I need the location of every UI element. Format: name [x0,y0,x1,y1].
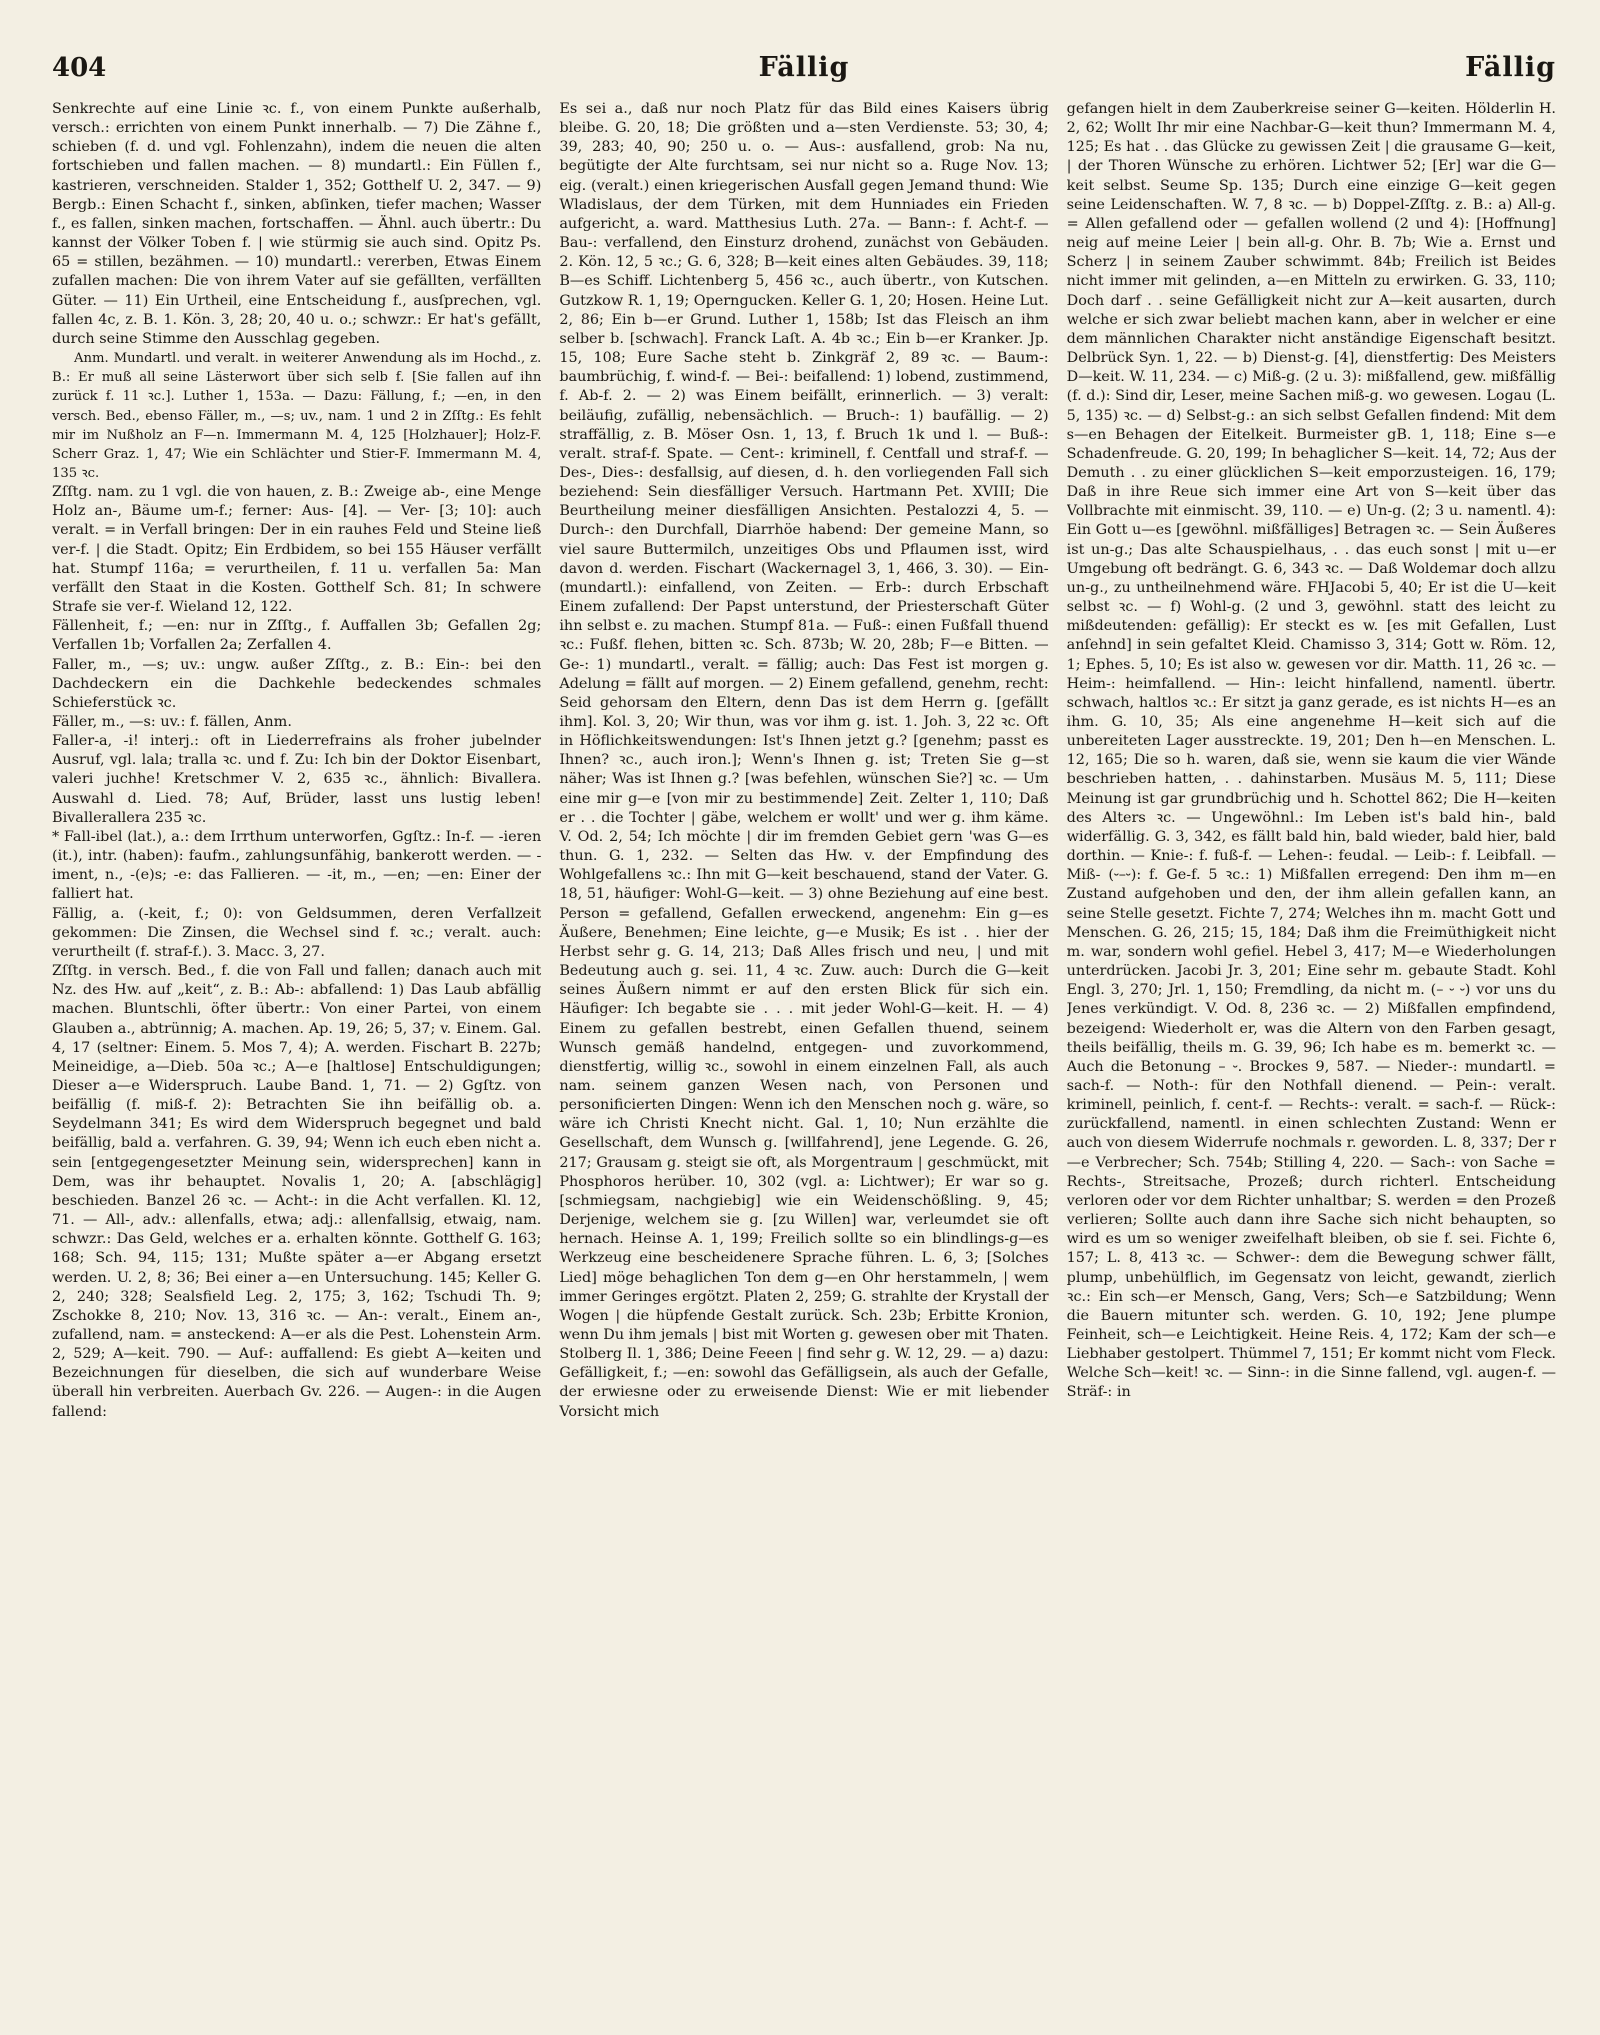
paragraph-note: Anm. Mundartl. und veralt. in weiterer Anwendung als im Hochd., z. B.: Er muß all seine Lästerwort über sich selb f. [Sie fallen auf ihn zurück f. 11 ꝛc.]. Luther 1, 153a. — Dazu: Fällung, f.; —en, in den versch. Bed., ebenso Fäller, m., —s; uv., nam. 1 und 2 in Zſſtg.: Es fehlt mir im Nußholz an F—n. Immermann M. 4, 125 [Holzhauer]; Holz-F. Scherr Graz. 1, 47; Wie ein Schlächter und Stier-F. Immermann M. 4, 135 ꝛc. [52,351,542,481]
running-header [52,52,1556,86]
column-middle [559,100,1048,2017]
right-headword: Fällig [1465,52,1556,83]
page-number: 404 [52,53,107,83]
paragraph: Faller-a, -i! interj.: oft in Liederrefrains als froher jubelnder Ausruf, vgl. lala; tralla ꝛc. und f. Zu: Ich bin der Doktor Eisenbart, valeri juchhe! Kretschmer V. 2, 635 ꝛc., ähnlich: Bivallera. Auswahl d. Lied. 78; Auf, Brüder, lasst uns lustig leben! Bivallerallera 235 ꝛc. [52,733,542,826]
paragraph: Faller, m., —s; uv.: ungw. außer Zſſtg., z. B.: Ein-: bei den Dachdeckern ein die Dachkehle bedeckendes schmales Schieferstück ꝛc. [52,656,542,711]
paragraph: Fäller, m., —s: uv.: f. fällen, Anm. [52,714,292,730]
paragraph: Zſſtg. nam. zu 1 vgl. die von hauen, z. B.: Zweige ab-, eine Menge Holz an-, Bäume um-f.; ferner: Aus- [4]. — Ver- [3; 10]: auch veralt. = in Verfall bringen: Der in ein rauhes Feld und Steine ließ ver-f. | die Stadt. Opitz; Ein Erdbidem, so bei 155 Häuser verfällt hat. Stumpf 116a; = verurtheilen, f. 11 u. verfallen 5a: Man verfällt den Staat in die Kosten. Gotthelf Sch. 81; In schwere Strafe sie ver-f. Wieland 12, 122. [52,484,542,616]
paragraph: Fällenheit, f.; —en: nur in Zſſtg., f. Auffallen 3b; Gefallen 2g; Verfallen 1b; Vorfallen 2a; Zerfallen 4. [52,618,542,654]
paragraph: * Fall-ibel (lat.), a.: dem Irrthum unterworfen, Ggſtz.: In-f. — -ieren (it.), intr. (haben): faufm., zahlungsunfähig, bankerott werden. — -iment, n., -(e)s; -e: das Fallieren. — -it, m., —en; —en: Einer der falliert hat. [52,828,542,903]
paragraph: Fällig, a. (-keit, f.; 0): von Geldsummen, deren Verfallzeit gekommen: Die Zinsen, die Wechsel sind f. ꝛc.; veralt. auch: verurtheilt (f. straf-f.). 3. Macc. 3, 27. [52,905,542,960]
text-columns [52,100,1556,2017]
paragraph: Zſſtg. in versch. Bed., f. die von Fall und fallen; danach auch mit Nz. des Hw. auf „keit“, z. B.: Ab-: abfallend: 1) Das Laub abfällig machen. Bluntschli, öfter übertr.: Von einer Partei, von einem Glauben a., abtrünnig; A. machen. Ap. 19, 26; 5, 37; v. Einem. Gal. 4, 17 (seltner: Einem. 5. Mos 7, 4); A. werden. Fischart B. 227b; Meineidige, a—Dieb. 50a ꝛc.; A—e [haltlose] Entschuldigungen; Dieser a—e Widerspruch. Laube Band. 1, 71. — 2) Ggſtz. von beifällig (f. miß-f. 2): Betrachten Sie ihn beifällig ob. a. Seydelmann 341; Es wird dem Widerspruch begegnet und bald beifällig, bald a. verfahren. G. 39, 94; Wenn ich euch eben nicht a. sein [entgegengesetzter Meinung sein, widersprechen] kann in Dem, was ihr behauptet. Novalis 1, 20; A. [abschlägig] beschieden. Banzel 26 ꝛc. — Acht-: in die Acht verfallen. Kl. 12, 71. — All-, adv.: allenfalls, etwa; adj.: allenfallsig, etwaig, nam. schwzr.: Das Geld, welches er a. erhalten könnte. Gotthelf G. 163; 168; Sch. 94, 115; 131; Mußte später a—er Abgang ersetzt werden. U. 2, 8; 36; Bei einer a—en Untersuchung. 145; Keller G. 2, 240; 328; Sealsfield Leg. 2, 175; 3, 162; Tschudi Th. 9; Zschokke 8, 210; Nov. 13, 316 ꝛc. — An-: veralt., Einem an-, zufallend, nam. = ansteckend: A—er als die Pest. Lohenstein Arm. 2, 529; A—keit. 790. — Auf-: auffallend: Es giebt A—keiten und Bezeichnungen für dieselben, die sich auf wunderbare Weise überall hin verbreiten. Auerbach Gv. 226. — Augen-: in die Augen fallend: [52,963,542,1420]
column-left [52,100,541,2017]
paragraph: Es sei a., daß nur noch Platz für das Bild eines Kaisers übrig bleibe. G. 20, 18; Die größten und a—sten Verdienste. 53; 30, 4; 39, 283; 40, 90; 250 u. o. — Aus-: ausfallend, grob: Na nu, begütigte der Alte furchtsam, sei nur nicht so a. Ruge Nov. 13; eig. (veralt.) einen kriegerischen Ausfall gegen Jemand thund: Wie Wladislaus, der dem Türken, mit dem Hunniades ein Frieden aufgericht, a. ward. Matthesius Luth. 27a. — Bann-: f. Acht-f. — Bau-: verfallend, den Einsturz drohend, zunächst von Gebäuden. 2. Kön. 12, 5 ꝛc.; G. 6, 328; B—keit eines alten Gebäudes. 39, 118; B—es Schiff. Lichtenberg 5, 456 ꝛc., auch übertr., von Kutschen. Gutzkow R. 1, 19; Operngucken. Keller G. 1, 20; Hosen. Heine Lut. 2, 86; Ein b—er Grund. Luther 1, 158b; Ist das Fleisch an ihm selber b. [schwach]. Franck Laſt. A. 4b ꝛc.; Ein b—er Kranker. Jp. 15, 108; Eure Sache steht b. Zinkgräf 2, 89 ꝛc. — Baum-: baumbrüchig, f. wind-f. — Bei-: beifallend: 1) lobend, zustimmend, f. Ab-f. 2. — 2) was Einem beifällt, erinnerlich. — 3) veralt: beiläufig, zufällig, nebensächlich. — Bruch-: 1) baufällig. — 2) straffällig, z. B. Möser Osn. 1, 13, f. Bruch 1k und l. — Buß-: veralt. straf-f. Spate. — Cent-: kriminell, f. Centfall und straf-f. — Des-, Dies-: desfallsig, auf diesen, d. h. den vorliegenden Fall sich beziehend: Sein diesfälliger Versuch. Hartmann Pet. XVIII; Die Beurtheilung meiner diesfälligen Ansichten. Pestalozzi 4, 5. — Durch-: den Durchfall, Diarrhöe habend: Der gemeine Mann, so viel saure Buttermilch, unzeitiges Obs und Pflaumen isst, wird davon d. werden. Fischart (Wackernagel 3, 1, 466, 3. 30). — Ein- (mundartl.): einfallend, von Zeiten. — Erb-: durch Erbschaft Einem zufallend: Der Papst unterstund, der Priesterschaft Güter ihn selbst e. zu machen. Stumpf 81a. — Fuß-: einen Fußfall thuend ꝛc.: Fußf. flehen, bitten ꝛc. Sch. 873b; W. 20, 28b; F—e Bitten. — Ge-: 1) mundartl., veralt. = fällig; auch: Das Fest ist morgen g. Adelung = fällt auf morgen. — 2) Einem gefallend, genehm, recht: Seid gehorsam den Eltern, denn Das ist dem Herrn g. [gefällt ihm]. Kol. 3, 20; Wir thun, was vor ihm g. ist. 1. Joh. 3, 22 ꝛc. Oft in Höflichkeitswendungen: Ist's Ihnen jetzt g.? [genehm; passt es Ihnen? ꝛc., auch iron.]; Wenn's Ihnen g. ist; Treten Sie g—st näher; Was ist Ihnen g.? [was befehlen, wünschen Sie?] ꝛc. — Um eine mir g—e [von mir zu bestimmende] Zeit. Zelter 1, 110; Daß er . . die Tochter | gäbe, welchem er wollt' und wer g. ihm käme. V. Od. 2, 54; Ich möchte | dir im fremden Gebiet gern 'was G—es thun. G. 1, 232. — Selten das Hw. v. der Empfindung des Wohlgefallens ꝛc.: Ihn mit G—keit beschauend, stand der Vater. G. 18, 51, häufiger: Wohl-G—keit. — 3) ohne Beziehung auf eine best. Person = gefallend, Gefallen erweckend, angenehm: Ein g—es Äußere, Benehmen; Eine leichte, g—e Musik; Es ist . . hier der Herbst sehr g. G. 14, 213; Daß Alles frisch und neu, | und mit Bedeutung auch g. sei. 11, 4 ꝛc. Zuw. auch: Durch die G—keit seines Äußern nimmt er auf den ersten Blick für sich ein. Häufiger: Ich begabte sie . . . mit jeder Wohl-G—keit. H. — 4) Einem zu gefallen bestrebt, einen Gefallen thuend, seinem Wunsch gemäß handelnd, entgegen- und zuvorkommend, dienstfertig, willig ꝛc., sowohl in einem einzelnen Fall, als auch nam. seinem ganzen Wesen nach, von Personen und personificierten Dingen: Wenn ich den Menschen noch g. wäre, so wäre ich Christi Knecht nicht. Gal. 1, 10; Nun erzählte die Gesellschaft, dem Wunsch g. [willfahrend], jene Legende. G. 26, 217; Grausam g. steigt sie oft, als Morgentraum | geschmückt, mit Phosphoros herüber. 10, 302 (vgl. a: Lichtwer); Er war so g. [schmiegsam, nachgiebig] wie ein Weidenschößling. 9, 45; Derjenige, welchem sie g. [zu Willen] war, verleumdet sie oft hernach. Heinse A. 1, 199; Freilich sollte so ein blindlings-g—es Werkzeug eine bescheidenere Sprache führen. L. 6, 3; [Solches Lied] möge behaglichen Ton dem g—en Ohr herstammeln, | wem immer Geringes ergötzt. Platen 2, 259; G. strahlte der Krystall der Wogen | die hüpfende Gestalt zurück. Sch. 23b; Erbitte Kronion, wenn Du ihm jemals | bist mit Worten g. gewesen ober mit Thaten. Stolberg Il. 1, 386; Deine Feeen | find sehr g. W. 12, 29. — a) dazu: Gefälligkeit, f.; —en: sowohl das Gefälligsein, als auch der Gefalle, der erwiesne oder zu erweisende Dienst: Wie er mit liebender Vorsicht mich [559,101,1049,1420]
center-headword: Fällig [758,52,850,83]
paragraph: gefangen hielt in dem Zauberkreise seiner G—keiten. Hölderlin H. 2, 62; Wollt Ihr mir eine Nachbar-G—keit thun? Immermann M. 4, 125; Es hat . . das Glücke zu gewissen Zeit | die grausame G—keit, | der Thoren Wünsche zu erhören. Lichtwer 52; [Er] war die G—keit selbst. Seume Sp. 135; Durch eine einzige G—keit gegen seine Leidenschaften. W. 7, 8 ꝛc. — b) Doppel-Zſſtg. z. B.: a) All-g. = Allen gefallend oder — gefallen wollend (2 und 4): [Hoffnung] neig auf meine Leier | bein all-g. Ohr. B. 7b; Wie a. Ernst und Scherz | in seinem Zauber schwimmt. 84b; Freilich ist Beides nicht immer mit gelinden, a—en Mitteln zu erwirken. G. 33, 110; Doch darf . . seine Gefälligkeit nicht zur A—keit ausarten, durch welche er sich zwar beliebt machen kann, aber in welcher er eine dem männlichen Charakter nicht anständige Eigenschaft besitzt. Delbrück Syn. 1, 22. — b) Dienst-g. [4], dienstfertig: Des Meisters D—keit. W. 11, 234. — c) Miß-g. (2 u. 3): mißfallend, gew. mißfällig (f. d.): Sind dir, Leser, meine Sachen miß-g. wo gewesen. Logau (L. 5, 135) ꝛc. — d) Selbst-g.: an sich selbst Gefallen findend: Mit dem s—en Behagen der Eitelkeit. Burmeister gB. 1, 118; Eine s—e Schadenfreude. G. 20, 199; In behaglicher S—keit. 14, 72; Aus der Demuth . . zu einer glücklichen S—keit emporzusteigen. 16, 179; Daß in ihre Reue sich immer eine Art von S—keit über das Vollbrachte mit einmischt. 39, 110. — e) Un-g. (2; 3 u. namentl. 4): Ein Gott u—es [gewöhnl. mißfälliges] Betragen ꝛc. — Sein Äußeres ist un-g.; Das alte Schauspielhaus, . . das euch sonst | mit u—er Umgebung oft bedrängt. G. 6, 343 ꝛc. — Daß Woldemar doch allzu un-g., zu untheilnehmend wäre. FHJacobi 5, 40; Er ist die U—keit selbst ꝛc. — f) Wohl-g. (2 und 3, gewöhnl. statt des leicht zu mißdeutenden: gefällig): Er steckt es w. [es mit Gefallen, Lust anſehnd] in sein gefaltet Kleid. Chamisso 3, 314; Gott w. Röm. 12, 1; Ephes. 5, 10; Es ist also w. gewesen vor dir. Matth. 11, 26 ꝛc. — Heim-: heimfallend. — Hin-: leicht hinfallend, namentl. übertr. schwach, haltlos ꝛc.: Er sitzt ja ganz gerade, es ist nichts H—es an ihm. G. 10, 35; Als eine angenehme H—keit sich auf die unbereiteten Lager ausstreckte. 19, 201; Den h—en Menschen. L. 12, 165; Die so h. waren, daß sie, wenn sie kaum die vier Wände beschrieben hatten, . . dahinstarben. Musäus M. 5, 111; Diese Meinung ist gar grundbrüchig und h. Schottel 862; Die H—keiten des Alters ꝛc. — Ungewöhnl.: Im Leben ist's bald hin-, bald widerfällig. G. 3, 342, es fällt bald hin, bald wieder, bald hier, bald dorthin. — Knie-: f. fuß-f. — Lehen-: feudal. — Leib-: f. Leibfall. — Miß- (⏑–⏑): f. Ge-f. 5 ꝛc.: 1) Mißfallen erregend: Den ihm m—en Zustand aufgehoben und den, der ihm allein gefallen kann, an seine Stelle gesetzt. Fichte 7, 274; Welches ihn m. macht Gott und Menschen. G. 26, 215; 15, 184; Daß ihm die Freimüthigkeit nicht m. war, sondern wohl gefiel. Hebel 3, 417; M—e Wiederholungen unterdrücken. Jacobi Jr. 3, 201; Eine sehr m. gebaute Stadt. Kohl Engl. 3, 270; Jrl. 1, 150; Fremdling, da nicht m. (– ⏑ ⏑) vor uns du Jenes verkündigt. V. Od. 8, 236 ꝛc. — 2) Mißfallen empfindend, bezeigend: Wiederholt er, was die Altern von den Farben gesagt, theils beifällig, theils m. G. 39, 96; Ich habe es m. bemerkt ꝛc. — Auch die Betonung – ⏑. Brockes 9, 587. — Nieder-: mundartl. = sach-f. — Noth-: für den Nothfall dienend. — Pein-: veralt. kriminell, peinlich, f. cent-f. — Rechts-: veralt. = sach-f. — Rück-: zurückfallend, namentl. in einen schlechten Zustand: Wenn er auch von diesem Widerrufe nochmals r. geworden. L. 8, 337; Der r—e Verbrecher; Sch. 754b; Stilling 4, 220. — Sach-: von Sache = Rechts-, Streitsache, Prozeß; durch richterl. Entscheidung verloren oder vor dem Richter unhaltbar; S. werden = den Prozeß verlieren; Sollte auch dann ihre Sache sich nicht behaupten, so wird es um so weniger zweifelhaft bleiben, ob sie f. sei. Fichte 6, 157; L. 8, 413 ꝛc. — Schwer-: dem die Bewegung schwer fällt, plump, unbehülflich, im Gegensatz von leicht, gewandt, zierlich ꝛc.: Ein sch—er Mensch, Gang, Vers; Sch—e Satzbildung; Wenn die Bauern mitunter sch. werden. G. 10, 192; Jene plumpe Feinheit, sch—e Leichtigkeit. Heine Reis. 4, 172; Kam der sch—e Liebhaber gestolpert. Thümmel 7, 151; Er kommt nicht vom Fleck. Welche Sch—keit! ꝛc. — Sinn-: in die Sinne fallend, vgl. augen-f. — Sträf-: in [1066,101,1556,1401]
column-right [1067,100,1556,2017]
paragraph: Senkrechte auf eine Linie ꝛc. f., von einem Punkte außerhalb, versch.: errichten von einem Punkt innerhalb. — 7) Die Zähne f., schieben (f. d. und vgl. Fohlenzahn), indem die neuen die alten fortschieben und fallen machen. — 8) mundartl.: Ein Füllen f., kastrieren, verschneiden. Stalder 1, 352; Gotthelf U. 2, 347. — 9) Bergb.: Einen Schacht f., sinken, abſinken, tiefer machen; Wasser f., es fallen, sinken machen, fortschaffen. — Ähnl. auch übertr.: Du kannst der Völker Toben f. | wie stürmig sie auch sind. Opitz Ps. 65 = stillen, bezähmen. — 10) mundartl.: vererben, Etwas Einem zufallen machen: Die von ihrem Vater auf sie gefällten, verfällten Güter. — 11) Ein Urtheil, eine Entscheidung f., ausſprechen, vgl. fallen 4c, z. B. 1. Kön. 3, 28; 20, 40 u. o.; schwzr.: Er hat's gefällt, durch seine Stimme den Ausschlag gegeben. [52,101,542,347]
